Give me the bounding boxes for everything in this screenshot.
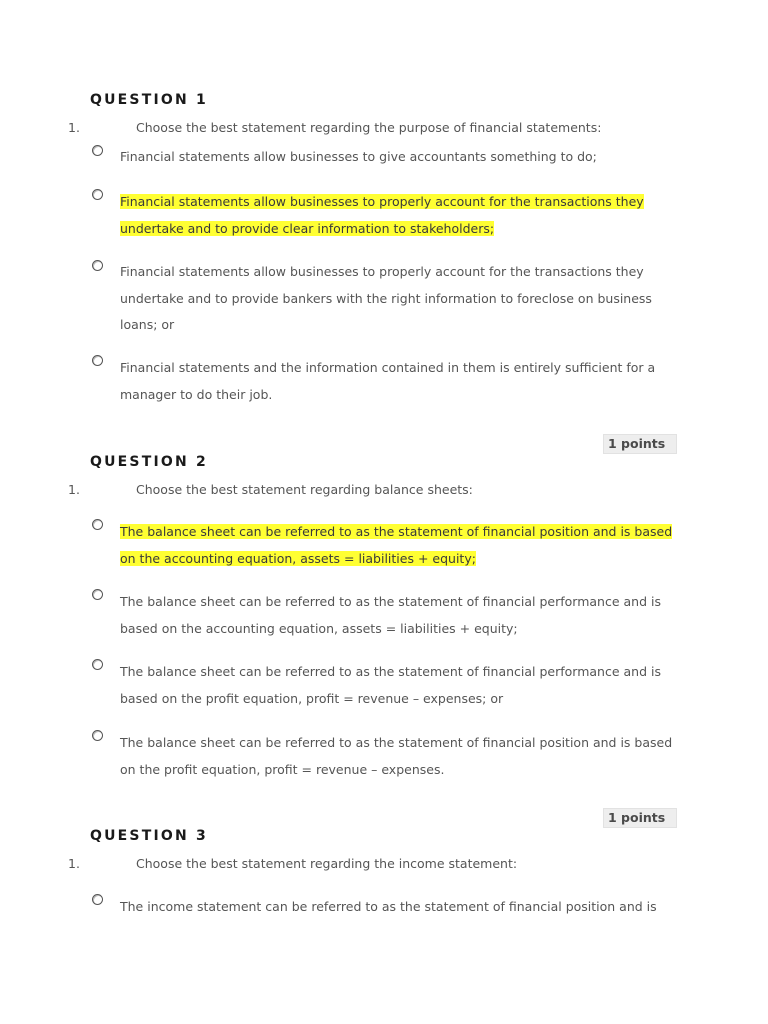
q2-option-4 (120, 730, 680, 783)
q1-option-1 (120, 144, 680, 171)
question-2-prompt: Choose the best statement regarding balance sheets: (136, 482, 473, 497)
q1-option-3-radio[interactable] (92, 260, 103, 271)
q2-option-1-radio[interactable] (92, 519, 103, 530)
q2-option-1 (120, 519, 680, 572)
q2-option-3 (120, 659, 680, 712)
option-line: manager to do their job. (120, 386, 273, 402)
question-1-title: QUESTION 1 (90, 92, 208, 108)
option-line: on the profit equation, profit = revenue – expenses. (120, 761, 445, 777)
highlighted-option-line: Financial statements allow businesses to properly account for the transactions they (120, 194, 644, 209)
option-line: The income statement can be referred to as the statement of financial position and is (120, 899, 657, 914)
question-1-points-badge: 1 points (603, 434, 677, 454)
option-line: undertake and to provide bankers with the right information to foreclose on business (120, 290, 652, 306)
option-line: Financial statements allow businesses to properly account for the transactions they (120, 264, 644, 279)
q2-option-2 (120, 589, 680, 642)
q2-option-2-radio[interactable] (92, 589, 103, 600)
option-line: Financial statements allow businesses to give accountants something to do; (120, 149, 597, 164)
q3-option-1-radio[interactable] (92, 894, 103, 905)
option-line: The balance sheet can be referred to as the statement of financial performance and is (120, 594, 661, 609)
question-2-points-badge: 1 points (603, 808, 677, 828)
option-line: Financial statements and the information contained in them is entirely sufficient for a (120, 360, 656, 375)
q1-option-3 (120, 259, 680, 339)
highlighted-option-line: undertake and to provide clear information to stakeholders; (120, 220, 495, 236)
q3-option-1 (120, 894, 680, 921)
question-2-number: 1. (68, 482, 80, 497)
q1-option-2 (120, 189, 680, 242)
q1-option-2-radio[interactable] (92, 189, 103, 200)
q1-option-1-radio[interactable] (92, 145, 103, 156)
question-1-number: 1. (68, 120, 80, 135)
highlighted-option-line: The balance sheet can be referred to as the statement of financial position and is based (120, 524, 673, 539)
question-3-prompt: Choose the best statement regarding the income statement: (136, 856, 518, 871)
question-3-number: 1. (68, 856, 80, 871)
question-1-prompt: Choose the best statement regarding the purpose of financial statements: (136, 120, 602, 135)
q1-option-4-radio[interactable] (92, 355, 103, 366)
question-2-title: QUESTION 2 (90, 454, 208, 470)
option-line: The balance sheet can be referred to as the statement of financial position and is based (120, 735, 673, 750)
q1-option-4 (120, 355, 680, 408)
option-line: The balance sheet can be referred to as the statement of financial performance and is (120, 664, 661, 679)
option-line: loans; or (120, 317, 175, 332)
q2-option-3-radio[interactable] (92, 659, 103, 670)
option-line: based on the profit equation, profit = revenue – expenses; or (120, 690, 504, 706)
q2-option-4-radio[interactable] (92, 730, 103, 741)
question-3-title: QUESTION 3 (90, 828, 208, 844)
option-line: based on the accounting equation, assets = liabilities + equity; (120, 620, 518, 636)
highlighted-option-line: on the accounting equation, assets = liabilities + equity; (120, 550, 476, 566)
